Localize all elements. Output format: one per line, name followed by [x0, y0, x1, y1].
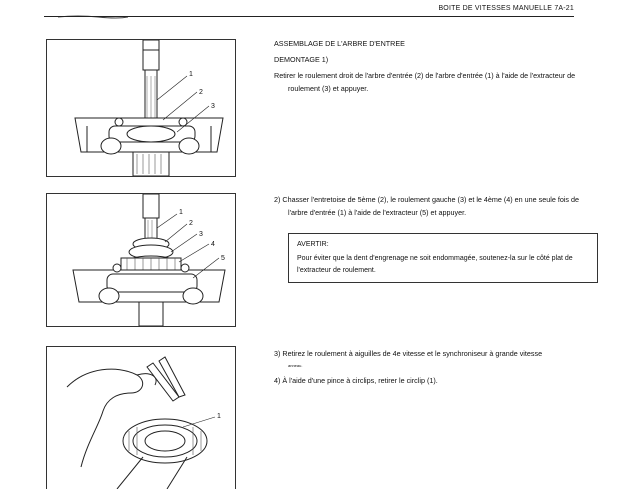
figure-3-drawing	[47, 347, 235, 489]
warning-text: Pour éviter que la dent d'engrenage ne soit endommagée, soutenez-la sur le côté plat de l'extracteur de roulement.	[297, 255, 573, 274]
fig2-label-2: 2	[189, 220, 193, 227]
section-1-step-1: Retirer le roulement droit de l'arbre d'entrée (2) de l'arbre d'entrée (1) à l'aide de l'extracteur de roulement (3) et appuyer.	[274, 71, 576, 93]
section-3-step-3: 3) Retirez le roulement à aiguilles de 4e vitesse et le synchroniseur à grande vitesse	[274, 349, 543, 358]
section-3-step-3-continued: anneau.	[288, 363, 303, 368]
fig1-label-2: 2	[199, 89, 203, 96]
warning-box	[288, 233, 598, 283]
section-1-title: ASSEMBLAGE DE L'ARBRE D'ENTREE	[274, 39, 405, 48]
figure-3-circlip-removal	[46, 346, 236, 489]
fig1-label-1: 1	[189, 71, 193, 78]
warning-title: AVERTIR:	[297, 241, 329, 248]
page-header: BOITE DE VITESSES MANUELLE 7A-21	[438, 5, 574, 12]
section-1	[274, 37, 596, 95]
figure-1-drawing	[47, 40, 235, 176]
section-1-subtitle: DEMONTAGE 1)	[274, 55, 329, 64]
figure-2-gear-extraction	[46, 193, 236, 327]
fig2-label-4: 4	[211, 241, 215, 248]
fig2-label-3: 3	[199, 231, 203, 238]
fig2-label-5: 5	[221, 255, 225, 262]
fig3-label-1: 1	[217, 413, 221, 420]
top-fragment	[58, 6, 128, 10]
section-3-step-4: 4) À l'aide d'une pince à circlips, retirer le circlip (1).	[274, 376, 438, 385]
figure-1-bearing-extraction	[46, 39, 236, 177]
figure-2-drawing	[47, 194, 235, 326]
section-2-step-2: 2) Chasser l'entretoise de 5ème (2), le roulement gauche (3) et le 4ème (4) en une seule fois de l'arbre d'entrée (1) à l'aide de l'extracteur (5) et appuyer.	[274, 195, 580, 217]
fig2-label-1: 1	[179, 209, 183, 216]
section-3	[274, 347, 598, 387]
section-2	[274, 193, 598, 219]
fig1-label-3: 3	[211, 103, 215, 110]
header-divider	[44, 16, 574, 17]
